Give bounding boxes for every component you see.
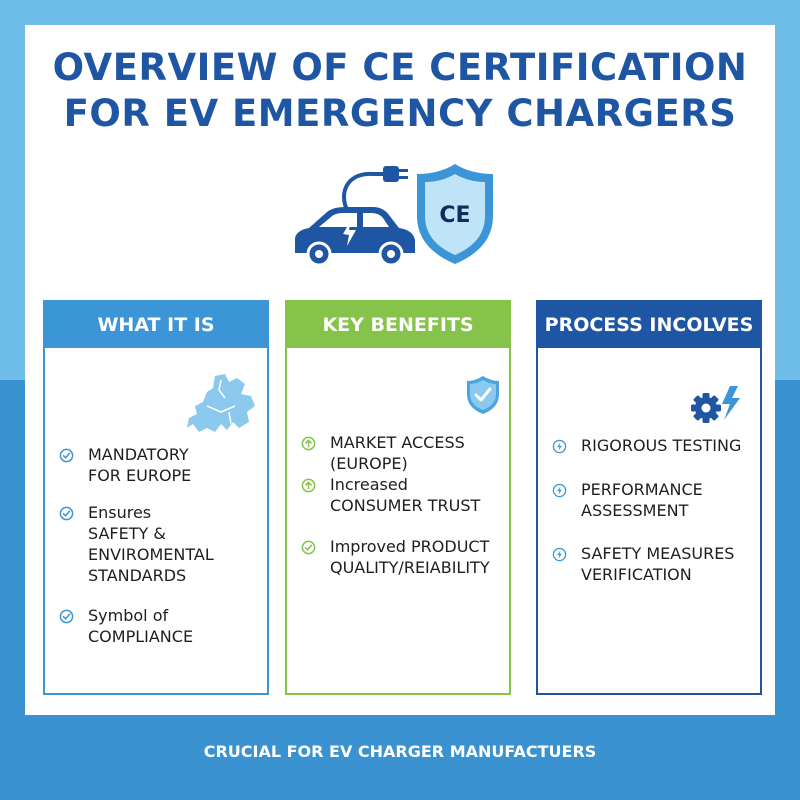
hero-illustration [285,160,505,270]
title-line-2: FOR EV EMERGENCY CHARGERS [63,92,737,135]
check-circle-icon [59,506,74,521]
list-item-text: MARKET ACCESS (EUROPE) [330,433,465,473]
list-item-text: Increased CONSUMER TRUST [330,475,481,515]
shield-check-icon [465,374,501,416]
list-item-text: Improved PRODUCT QUALITY/REIABILITY [330,537,490,577]
bolt-circle-icon [552,547,567,562]
card-what-it-is [43,300,269,695]
title-line-1: OVERVIEW OF CE CERTIFICATION [52,46,748,89]
card-what-header: WHAT IT IS [45,302,267,348]
list-item [59,605,259,647]
check-circle-icon [301,540,316,555]
ce-shield-icon [417,164,493,264]
page-title [25,45,775,137]
list-item [552,479,752,521]
list-item [552,543,752,585]
arrow-up-circle-icon [301,436,316,451]
list-item [301,474,501,516]
card-benefits-header: KEY BENEFITS [287,302,509,348]
electric-car-icon [295,207,415,265]
card-process-header: PROCESS INCOLVES [538,302,760,348]
list-item [59,444,259,486]
list-item [59,502,259,586]
list-item-text: PERFORMANCE ASSESSMENT [581,480,703,520]
check-circle-icon [59,448,74,463]
europe-map-icon [185,372,257,436]
card-key-benefits [285,300,511,695]
gear-bolt-icon [690,384,746,424]
ce-mark-text: CE [439,203,471,228]
list-item-text: Symbol of COMPLIANCE [88,606,194,646]
footer-caption: CRUCIAL FOR EV CHARGER MANUFACTUERS [203,742,597,761]
list-item-text: MANDATORY FOR EUROPE [88,445,192,485]
card-process [536,300,762,695]
list-item-text: RIGOROUS TESTING [581,436,742,455]
arrow-up-circle-icon [301,478,316,493]
list-item-text: Ensures SAFETY & ENVIROMENTAL STANDARDS [88,503,214,585]
list-item [301,536,501,578]
list-item [301,432,501,474]
bolt-circle-icon [552,483,567,498]
list-item [552,435,752,456]
check-circle-icon [59,609,74,624]
content-panel [25,25,775,715]
list-item-text: SAFETY MEASURES VERIFICATION [581,544,735,584]
bolt-circle-icon [552,439,567,454]
